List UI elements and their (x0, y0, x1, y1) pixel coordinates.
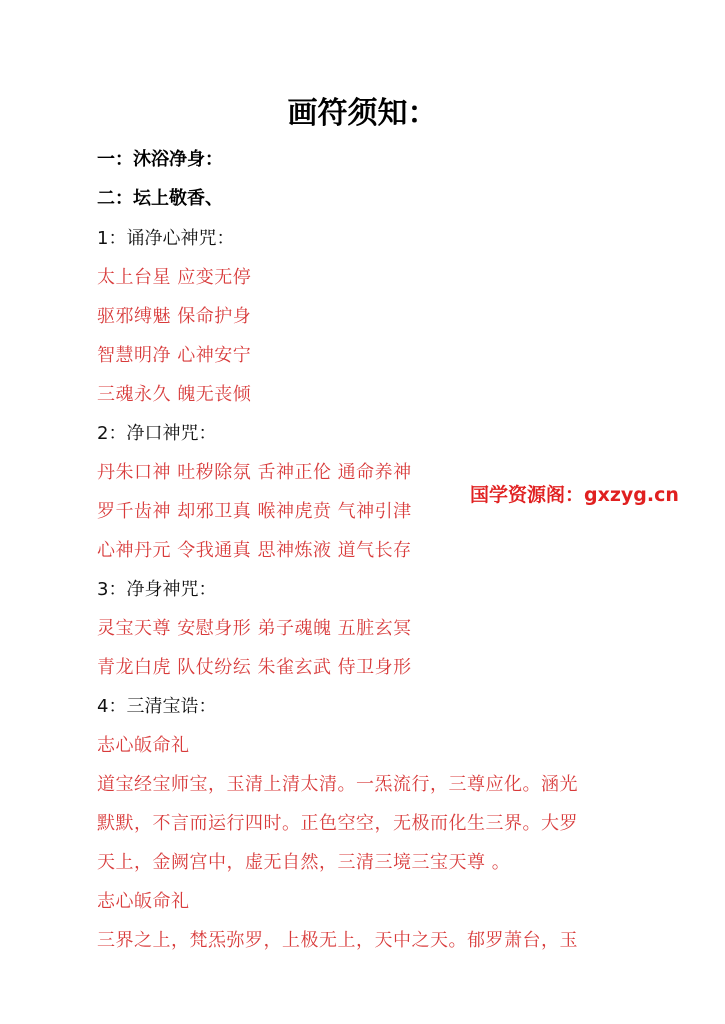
text-line: 三界之上，梵炁弥罗，上极无上，天中之天。郁罗萧台，玉 (97, 930, 578, 951)
text-line: 灵宝天尊 安慰身形 弟子魂魄 五脏玄冥 (97, 618, 412, 639)
text-line: 丹朱口神 吐秽除氛 舌神正伦 通命养神 (97, 462, 412, 483)
text-line: 志心皈命礼 (97, 891, 190, 912)
text-line: 一：沐浴净身： (97, 149, 223, 170)
text-line: 4：三清宝诰： (97, 696, 217, 717)
text-line: 罗千齿神 却邪卫真 喉神虎贲 气神引津 (97, 501, 412, 522)
watermark-text: 国学资源阁：gxzyg.cn (470, 484, 679, 506)
text-line: 心神丹元 令我通真 思神炼液 道气长存 (97, 540, 412, 561)
text-line: 青龙白虎 队仗纷纭 朱雀玄武 侍卫身形 (97, 657, 412, 678)
text-line: 2：净口神咒： (97, 423, 217, 444)
text-line: 太上台星 应变无停 (97, 267, 252, 288)
text-line: 默默，不言而运行四时。正色空空，无极而化生三界。大罗 (97, 813, 578, 834)
text-line: 天上，金阙宫中，虚无自然，三清三境三宝天尊 。 (97, 852, 511, 873)
page-title: 画符须知： (287, 96, 438, 131)
text-line: 智慧明净 心神安宁 (97, 345, 252, 366)
text-line: 志心皈命礼 (97, 735, 190, 756)
text-line: 道宝经宝师宝，玉清上清太清。一炁流行，三尊应化。涵光 (97, 774, 578, 795)
text-line: 二：坛上敬香、 (97, 188, 223, 209)
text-line: 驱邪缚魅 保命护身 (97, 306, 252, 327)
text-line: 3：净身神咒： (97, 579, 217, 600)
text-line: 1：诵净心神咒： (97, 228, 235, 249)
text-line: 三魂永久 魄无丧倾 (97, 384, 252, 405)
